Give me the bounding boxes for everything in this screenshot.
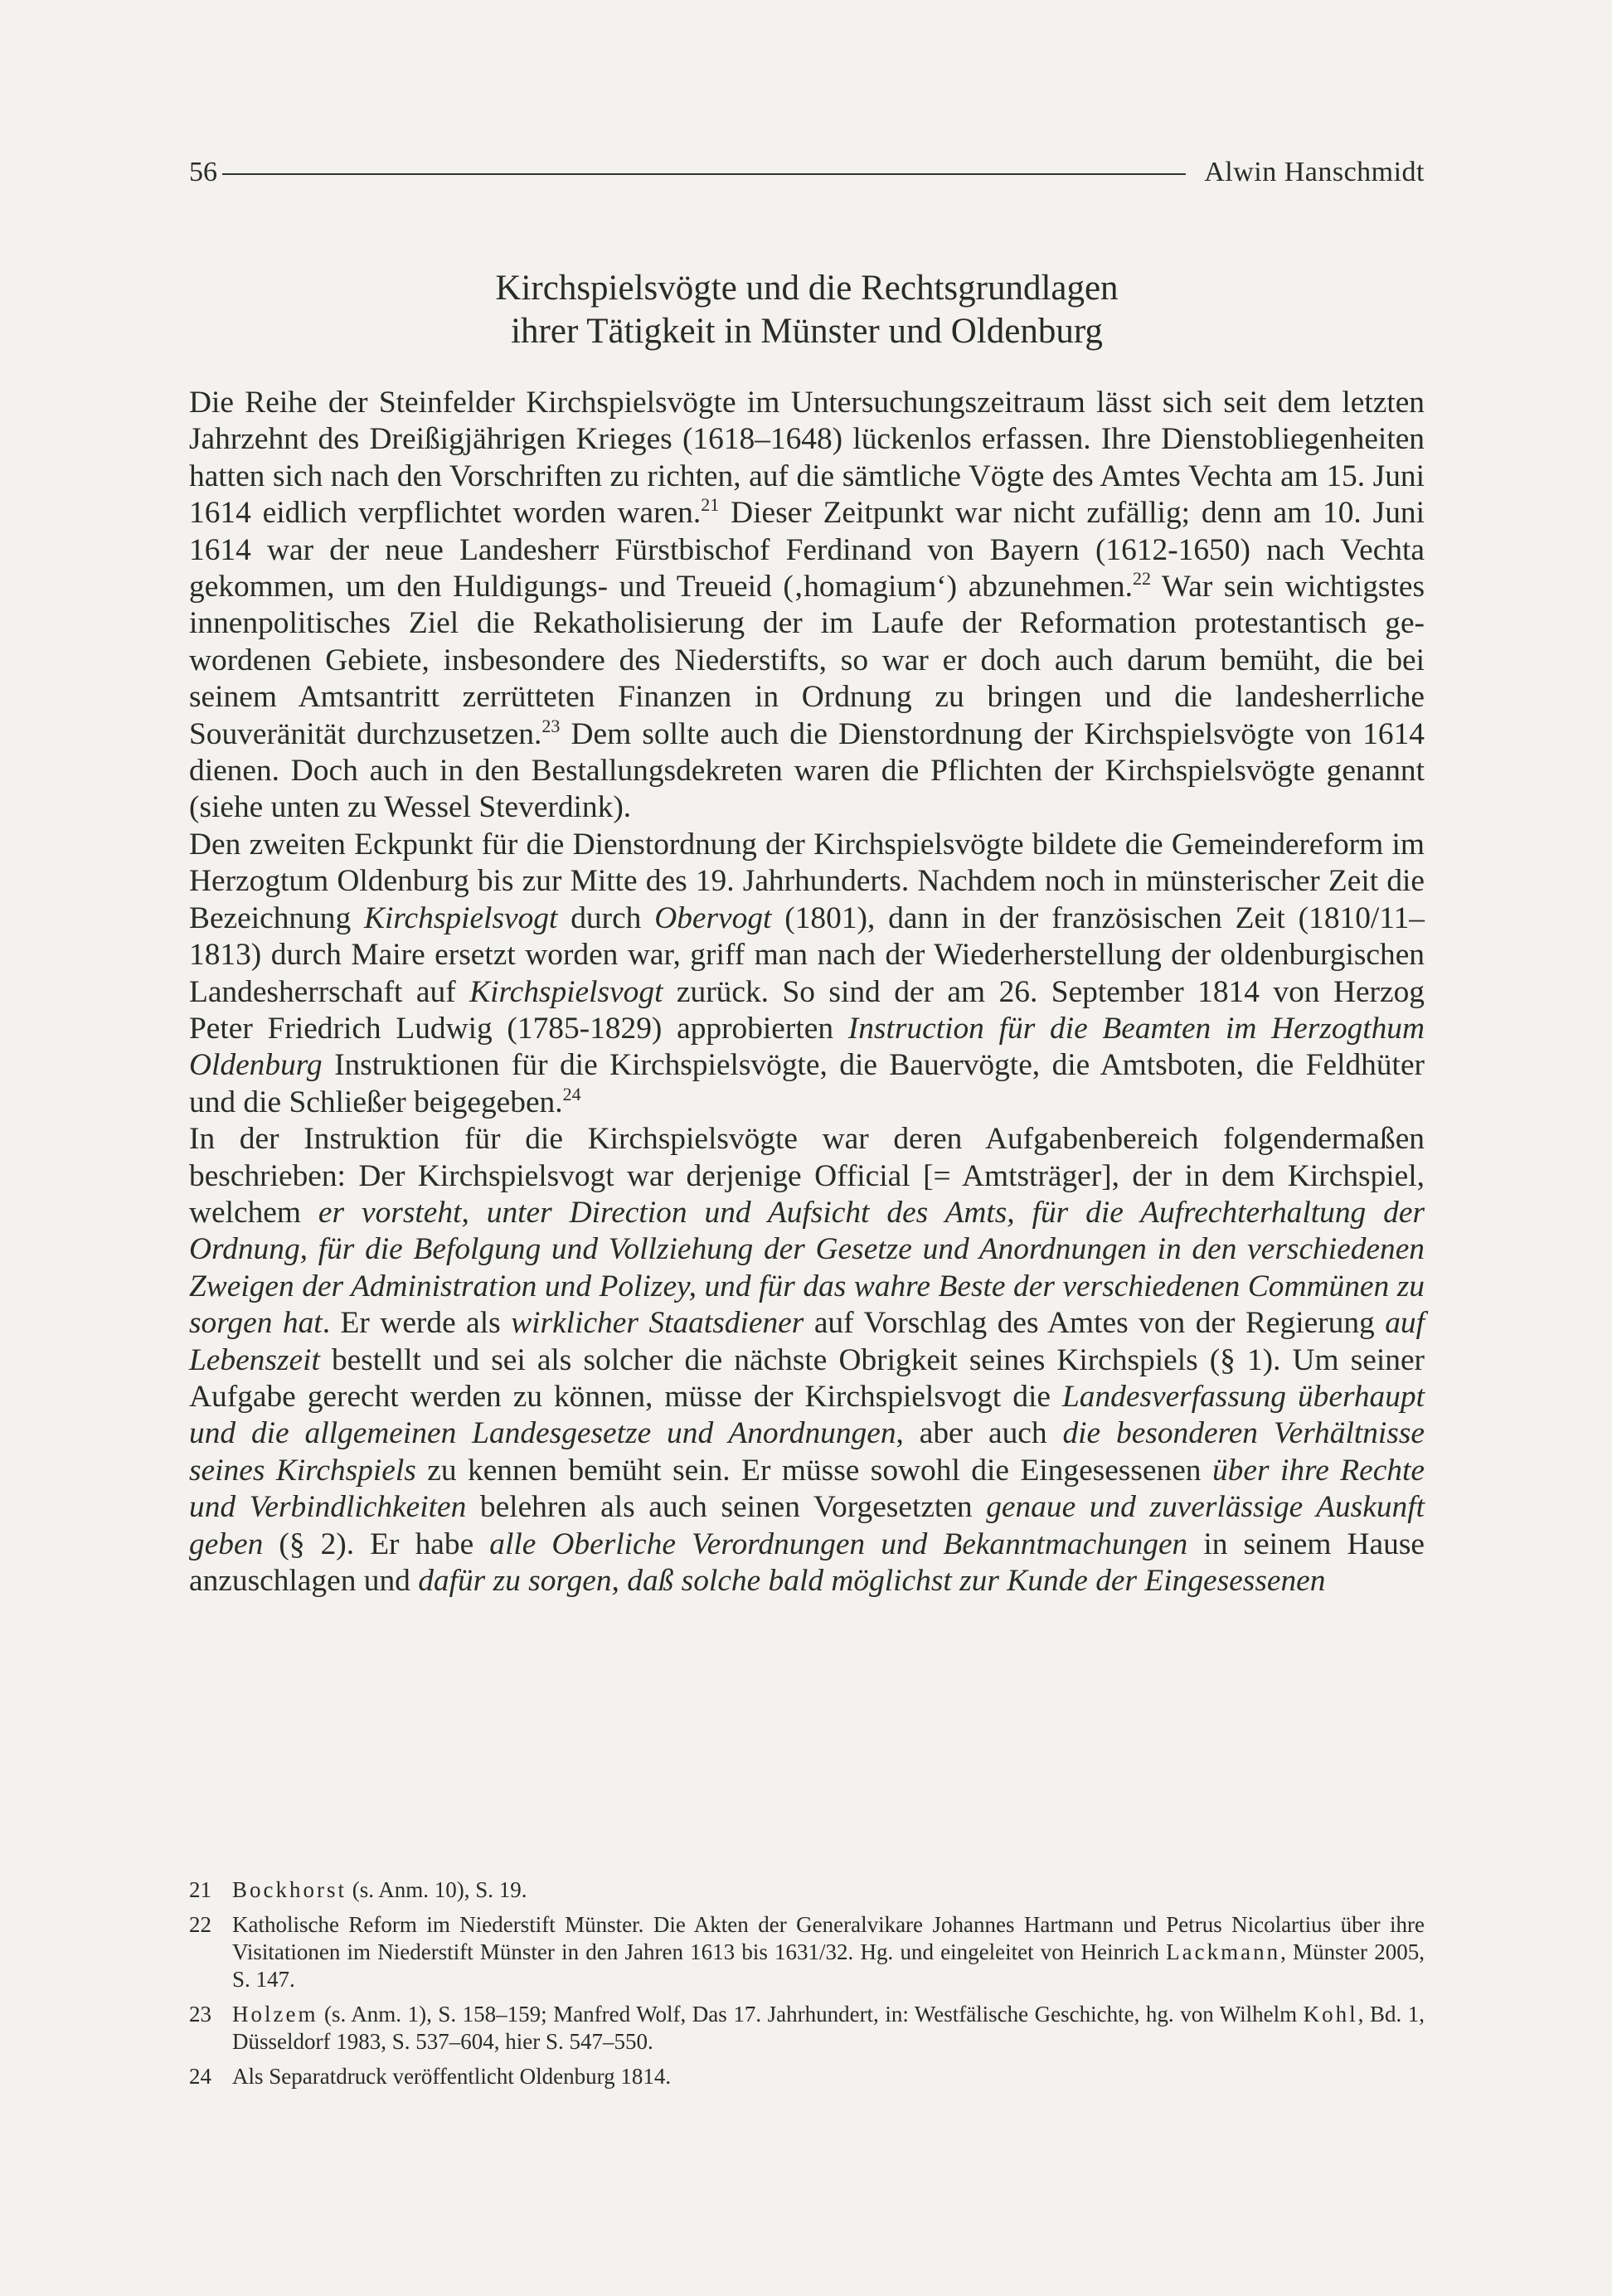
footnote-21 <box>189 1876 1425 1904</box>
text-run: Dem sollte auch die Dienstordnung der Kirchspielsvögte von 1614 dienen. Doch auch in den Bestallungsdekreten waren die Pflichten der Kirchspielsvögte genannt (siehe unten zu Wessel Steverdink). <box>189 716 1425 825</box>
text-run: War sein wichtigstes innenpolitisches Ziel die Rekatholisierung der im Laufe der Reformation protestantisch gewordenen Gebiete, insbesondere des Niederstifts, so war er doch auch darum bemüht, die bei seinem Amtsantritt zerrütteten Finanzen in Ordnung zu bringen und die landesherrliche Souveränität durchzusetzen. <box>189 570 1425 751</box>
paragraph-2 <box>189 827 1425 1121</box>
italic-quote: die besonderen Verhältnisse seines Kirchspiels <box>189 1416 1425 1488</box>
text-run: Katholische Reform im Niederstift Münster. Die Akten der Generalvikare Johannes Hartmann und Petrus Nicolartius über ihre Visitationen im Niederstift Münster in den Jahren 1613 bis 1631/32. Hg. und eingeleitet von Heinrich <box>232 1912 1425 1964</box>
text-run: (§ 2). Er habe <box>263 1527 490 1561</box>
italic-quote: genaue und zuverlässige Auskunft geben <box>189 1490 1425 1561</box>
italic-term: Obervogt <box>654 900 772 935</box>
author-name: Kohl <box>1303 2002 1358 2027</box>
text-run: (s. Anm. 10), S. 19. <box>347 1877 527 1902</box>
page-number: 56 <box>189 157 217 187</box>
footnote-text: Als Separatdruck veröffentlicht Oldenburg 1814. <box>232 2064 672 2089</box>
italic-quote: dafür zu sorgen, daß solche bald möglichst zur Kunde der Eingesessenen <box>418 1564 1326 1598</box>
italic-term: Kirchspielsvogt <box>364 900 558 935</box>
text-run: (s. Anm. 1), S. 158–159; Manfred Wolf, Das 17. Jahrhundert, in: Westfälische Geschichte, hg. von Wilhelm <box>318 2002 1304 2027</box>
italic-quote: wirklicher Staatsdiener <box>511 1306 804 1341</box>
running-head-author: Alwin Hanschmidt <box>1204 157 1425 187</box>
italic-quote: er vorsteht, unter Direction und Aufsicht des Amts, für die Aufrechterhaltung der Ordnung, für die Befolgung und Vollziehung der Gesetze und Anordnungen in den verschiedenen Zweigen der Administration und Polizey, und für das wahre Beste der verschiedenen Commünen zu sorgen hat <box>189 1195 1425 1341</box>
header-rule <box>222 173 1186 175</box>
paragraph-1 <box>189 385 1425 827</box>
footnote-number: 21 <box>189 1877 211 1902</box>
text-run: in seinem Hause anzuschlagen und <box>189 1527 1425 1598</box>
footnote-ref-23[interactable]: 23 <box>541 715 561 736</box>
text-run: Dieser Zeitpunkt war nicht zufällig; denn am 10. Juni 1614 war der neue Landesherr Fürstbischof Ferdinand von Bayern (1612-1650) nach Vechta gekommen, um den Huldigungs- und Treueid (‚homagium‘) abzunehmen. <box>189 496 1425 604</box>
text-run: Die Reihe der Steinfelder Kirchspielsvögte im Untersuchungszeitraum lässt sich seit dem letzten Jahrzehnt des Dreißigjährigen Krieges (1618–1648) lückenlos erfassen. Ihre Dienstobliegenheiten hatten sich nach den Vorschriften zu richten, auf die sämtliche Vögte des Amtes Vechta am 15. Juni 1614 eidlich verpflichtet worden waren. <box>189 386 1425 531</box>
footnote-24 <box>189 2063 1425 2090</box>
text-run: , Bd. 1, Düsseldorf 1983, S. 537–604, hier S. 547–550. <box>232 2002 1425 2054</box>
text-run: . Er werde als <box>322 1306 512 1341</box>
footnote-number: 22 <box>189 1912 211 1937</box>
author-name: Bockhorst <box>232 1877 347 1902</box>
footnote-text <box>232 1876 1425 1904</box>
text-run: auf Vorschlag des Amtes von der Regierung <box>804 1306 1386 1341</box>
italic-quote: Landesverfassung überhaupt und die allgemeinen Landesgesetze und Anordnungen <box>189 1379 1425 1451</box>
text-run: durch <box>557 900 655 935</box>
footnote-ref-21[interactable]: 21 <box>701 494 720 516</box>
text-run: Den zweiten Eckpunkt für die Dienstordnung der Kirchspielsvögte bildete die Gemeindereform im Herzogtum Oldenburg bis zur Mitte des 19. Jahrhunderts. Nachdem noch in münsterischer Zeit die Bezeichnung <box>189 827 1425 935</box>
text-run: zurück. So sind der am 26. September 1814 von Herzog Peter Friedrich Ludwig (1785-1829) approbierten <box>189 974 1425 1046</box>
italic-term: Kirchspielsvogt <box>469 974 663 1009</box>
author-name: Holzem <box>232 2002 318 2027</box>
footnote-23 <box>189 2001 1425 2056</box>
text-run: belehren als auch seinen Vorgesetzten <box>466 1490 987 1525</box>
footnote-ref-24[interactable]: 24 <box>562 1083 581 1104</box>
footnote-number: 24 <box>189 2064 211 2089</box>
footnote-text <box>232 1911 1425 1993</box>
footnote-22 <box>189 1911 1425 1993</box>
footnote-number: 23 <box>189 2002 211 2027</box>
text-run: zu kennen bemüht sein. Er müsse sowohl die Eingesessenen <box>415 1453 1212 1488</box>
text-run: In der Instruktion für die Kirchspielsvögte war deren Aufgabenbereich folgendermaßen beschrieben: Der Kirchspielsvogt war derjenige Official [= Amtsträger], der in dem Kirchspiel, welchem <box>189 1122 1425 1230</box>
italic-quote: auf Lebenszeit <box>189 1306 1425 1377</box>
italic-title: Instruction für die Beamten im Herzogthum Oldenburg <box>189 1011 1425 1083</box>
text-run: , Münster 2005, S. 147. <box>232 1939 1425 1992</box>
text-run: (1801), dann in der französischen Zeit (1810/11–1813) durch Maire ersetzt worden war, griff man nach der Wiederherstellung der oldenburgischen Landesherrschaft auf <box>189 900 1425 1009</box>
footnote-ref-22[interactable]: 22 <box>1132 568 1151 590</box>
text-run: bestellt und sei als solcher die nächste Obrigkeit seines Kirchspiels (§ 1). Um seiner Aufgabe gerecht werden zu können, müsse der Kirchspielsvogt die <box>189 1342 1425 1414</box>
author-name: Lackmann <box>1166 1939 1281 1964</box>
italic-quote: alle Oberliche Verordnungen und Bekanntmachungen <box>489 1527 1188 1561</box>
footnotes <box>189 1876 1425 2098</box>
text-run: , aber auch <box>896 1416 1063 1451</box>
body-text <box>189 385 1425 1599</box>
italic-quote: über ihre Rechte und Verbindlichkeiten <box>189 1453 1425 1525</box>
section-title <box>189 267 1425 353</box>
section-title-line-2: ihrer Tätigkeit in Münster und Oldenburg <box>511 312 1103 351</box>
footnote-text <box>232 2001 1425 2056</box>
section-title-line-1: Kirchspielsvögte und die Rechtsgrundlagen <box>495 269 1119 308</box>
paragraph-3 <box>189 1121 1425 1599</box>
text-run: Instruktionen für die Kirchspielsvögte, die Bauervögte, die Amtsboten, die Feldhüter und die Schließer beigegeben. <box>189 1048 1425 1119</box>
running-header <box>189 154 1425 191</box>
